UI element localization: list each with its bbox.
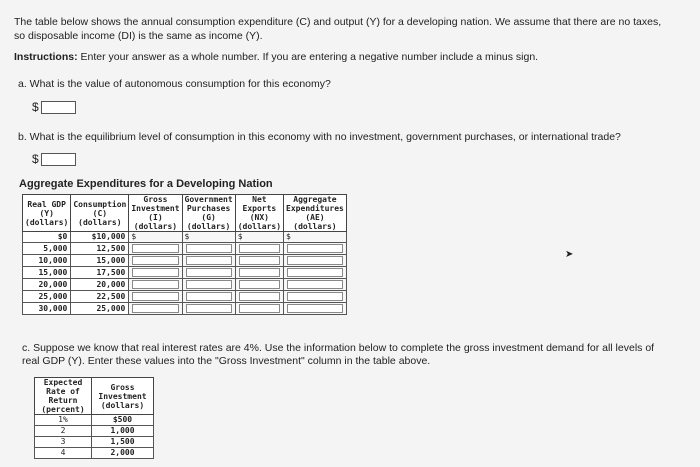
gross-investment-cell: 1,000 — [92, 426, 154, 437]
table-row — [23, 303, 347, 315]
aggregate-input-cell[interactable] — [284, 279, 347, 291]
net-exports-input-cell[interactable] — [235, 232, 283, 243]
aggregate-input-cell[interactable] — [284, 243, 347, 255]
government-input-cell[interactable] — [182, 232, 235, 243]
net-exports-input[interactable] — [239, 244, 280, 253]
aggregate-input[interactable] — [287, 292, 343, 301]
ae-header-0: Real GDP (Y) (dollars) — [23, 195, 71, 232]
gross-investment-cell: $500 — [92, 415, 154, 426]
investment-input-cell[interactable] — [129, 303, 182, 315]
aggregate-input[interactable] — [287, 268, 343, 277]
instructions — [14, 51, 674, 63]
real-gdp-cell: 5,000 — [23, 243, 71, 255]
government-input[interactable] — [186, 256, 232, 265]
aggregate-input-cell[interactable] — [284, 232, 347, 243]
investment-input[interactable] — [132, 304, 178, 313]
net-exports-input[interactable] — [239, 292, 280, 301]
government-input-cell[interactable] — [182, 291, 235, 303]
government-input[interactable] — [186, 292, 232, 301]
real-gdp-cell: 15,000 — [23, 267, 71, 279]
table-row — [23, 291, 347, 303]
net-exports-input-cell[interactable] — [235, 243, 283, 255]
aggregate-input-cell[interactable] — [284, 291, 347, 303]
net-exports-input-cell[interactable] — [235, 267, 283, 279]
aggregate-input-cell[interactable] — [284, 303, 347, 315]
rate-of-return-cell: 1% — [35, 415, 92, 426]
government-input-cell[interactable] — [182, 267, 235, 279]
aggregate-input-cell[interactable] — [284, 255, 347, 267]
table-row — [35, 437, 154, 448]
instructions-text: Enter your answer as a whole number. If you are entering a negative number include a minus sign. — [77, 51, 539, 63]
investment-input[interactable] — [132, 244, 178, 253]
aggregate-input-cell[interactable] — [284, 267, 347, 279]
investment-input-cell[interactable] — [129, 279, 182, 291]
ae-header-5: Aggregate Expenditures (AE) (dollars) — [284, 195, 347, 232]
aggregate-input[interactable] — [287, 256, 343, 265]
investment-input-cell[interactable] — [129, 255, 182, 267]
investment-input[interactable] — [132, 256, 178, 265]
gi-header-1: Gross Investment (dollars) — [92, 378, 154, 415]
table-row — [23, 243, 347, 255]
aggregate-input[interactable] — [287, 304, 343, 313]
net-exports-input[interactable] — [239, 304, 280, 313]
aggregate-input[interactable] — [287, 244, 343, 253]
table-row — [35, 426, 154, 437]
mouse-cursor-icon: ➤ — [565, 249, 574, 260]
table-row — [35, 415, 154, 426]
investment-input-cell[interactable] — [129, 232, 182, 243]
consumption-cell: $10,000 — [71, 232, 129, 243]
consumption-cell: 20,000 — [71, 279, 129, 291]
investment-input[interactable] — [132, 280, 178, 289]
question-a: a. What is the value of autonomous consumption for this economy? — [18, 78, 331, 90]
table-row — [23, 267, 347, 279]
table-row — [23, 255, 347, 267]
aggregate-input[interactable] — [287, 280, 343, 289]
investment-input[interactable] — [132, 268, 178, 277]
answer-a — [32, 100, 76, 114]
currency-label: $ — [32, 100, 39, 114]
government-input[interactable] — [186, 304, 232, 313]
currency-label: $ — [131, 232, 137, 241]
government-input-cell[interactable] — [182, 255, 235, 267]
answer-b — [32, 152, 76, 166]
aggregate-expenditures-table — [22, 194, 347, 315]
investment-input[interactable] — [132, 292, 178, 301]
currency-label: $ — [237, 232, 243, 241]
gross-investment-cell: 2,000 — [92, 448, 154, 459]
instructions-label: Instructions: — [14, 51, 78, 63]
table-title: Aggregate Expenditures for a Developing Nation — [19, 178, 273, 190]
consumption-cell: 25,000 — [71, 303, 129, 315]
ae-header-2: Gross Investment (I) (dollars) — [129, 195, 182, 232]
question-c: c. Suppose we know that real interest rates are 4%. Use the information below to complete the gross investment demand for all levels of real GDP (Y). Enter these values into the "Gross Investment" column in the table above. — [22, 342, 655, 367]
government-input-cell[interactable] — [182, 303, 235, 315]
table-row — [23, 279, 347, 291]
ae-header-4: Net Exports (NX) (dollars) — [235, 195, 283, 232]
real-gdp-cell: 30,000 — [23, 303, 71, 315]
real-gdp-cell: 20,000 — [23, 279, 71, 291]
net-exports-input-cell[interactable] — [235, 291, 283, 303]
net-exports-input-cell[interactable] — [235, 255, 283, 267]
answer-b-input[interactable] — [41, 153, 76, 166]
consumption-cell: 15,000 — [71, 255, 129, 267]
table-row — [35, 448, 154, 459]
table-row — [23, 232, 347, 243]
ae-header-3: Government Purchases (G) (dollars) — [182, 195, 235, 232]
net-exports-input[interactable] — [239, 268, 280, 277]
net-exports-input-cell[interactable] — [235, 279, 283, 291]
rate-of-return-cell: 3 — [35, 437, 92, 448]
currency-label: $ — [32, 152, 39, 166]
ae-header-1: Consumption (C) (dollars) — [71, 195, 129, 232]
net-exports-input-cell[interactable] — [235, 303, 283, 315]
real-gdp-cell: 10,000 — [23, 255, 71, 267]
investment-input-cell[interactable] — [129, 243, 182, 255]
rate-of-return-cell: 2 — [35, 426, 92, 437]
government-input[interactable] — [186, 268, 232, 277]
gi-header-0: Expected Rate of Return (percent) — [35, 378, 92, 415]
answer-a-input[interactable] — [41, 101, 76, 114]
currency-label: $ — [184, 232, 190, 241]
government-input[interactable] — [186, 244, 232, 253]
government-input[interactable] — [186, 280, 232, 289]
rate-of-return-cell: 4 — [35, 448, 92, 459]
gross-investment-cell: 1,500 — [92, 437, 154, 448]
consumption-cell: 22,500 — [71, 291, 129, 303]
net-exports-input[interactable] — [239, 256, 280, 265]
real-gdp-cell: $0 — [23, 232, 71, 243]
gross-investment-table — [34, 377, 154, 459]
net-exports-input[interactable] — [239, 280, 280, 289]
intro-text: The table below shows the annual consumption expenditure (C) and output (Y) for a developing nation. We assume that there are no taxes, so disposable income (DI) is the same as income (Y). — [14, 16, 662, 42]
consumption-cell: 17,500 — [71, 267, 129, 279]
currency-label: $ — [286, 232, 291, 241]
government-input-cell[interactable] — [182, 243, 235, 255]
investment-input-cell[interactable] — [129, 291, 182, 303]
investment-input-cell[interactable] — [129, 267, 182, 279]
government-input-cell[interactable] — [182, 279, 235, 291]
question-b: b. What is the equilibrium level of consumption in this economy with no investment, government purchases, or international trade? — [18, 131, 621, 143]
consumption-cell: 12,500 — [71, 243, 129, 255]
real-gdp-cell: 25,000 — [23, 291, 71, 303]
